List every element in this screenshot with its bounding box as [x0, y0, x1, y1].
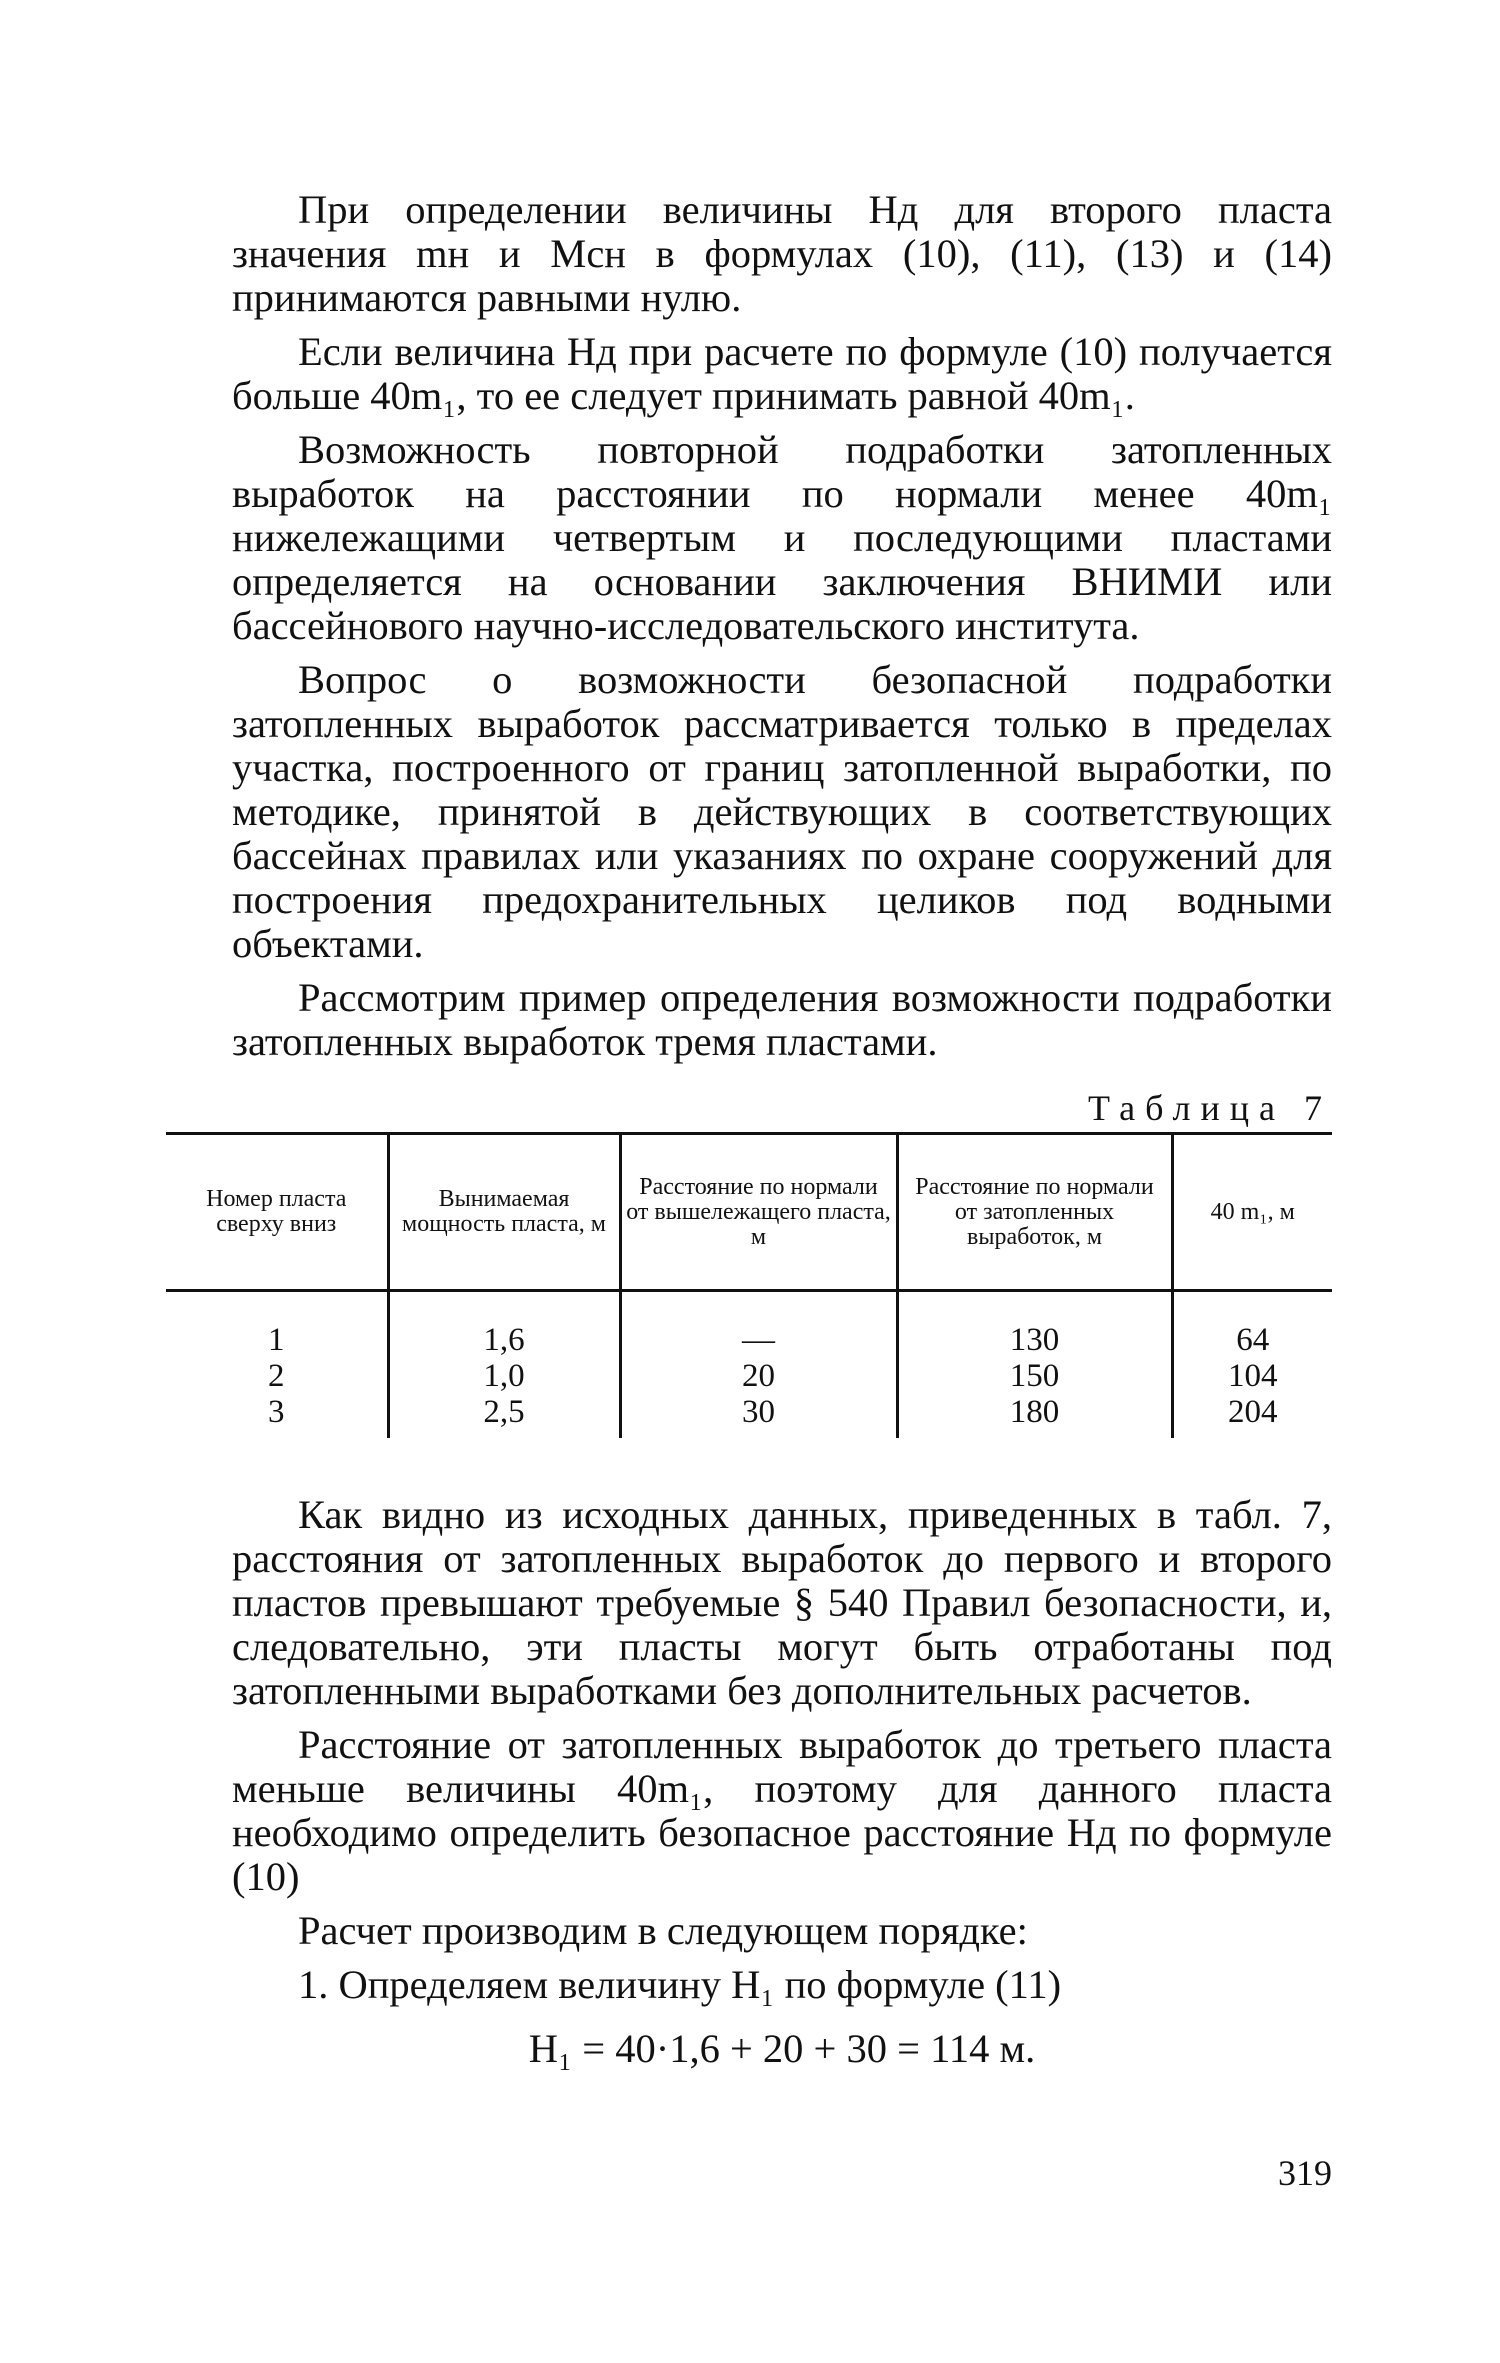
paragraph: Если величина Hд при расчете по формуле (10) получается больше 40m₁, то ее следует принимать равной 40m₁.: [232, 329, 1332, 418]
table-cell: 130: [897, 1291, 1172, 1359]
text-block-top: [232, 188, 1332, 1074]
table-cell: 64: [1172, 1291, 1332, 1359]
table-cell: 1,6: [388, 1291, 620, 1359]
table-cell: 180: [897, 1394, 1172, 1438]
data-table: [166, 1132, 1332, 1438]
table-container: [166, 1132, 1332, 1438]
table-row: [166, 1358, 1332, 1394]
column-header: Расстояние по нормали от затопленных выработок, м: [897, 1134, 1172, 1291]
paragraph: Рассмотрим пример определения возможности подработки затопленных выработок тремя пластами.: [232, 975, 1332, 1064]
table-cell: 2,5: [388, 1394, 620, 1438]
table-cell: 20: [620, 1358, 897, 1394]
table-cell: 104: [1172, 1358, 1332, 1394]
column-header: Вынимаемая мощность пласта, м: [388, 1134, 620, 1291]
table-cell: 1: [166, 1291, 388, 1359]
table-cell: 30: [620, 1394, 897, 1438]
text-block-bottom: [232, 1493, 1332, 2017]
formula: H₁ = 40·1,6 + 20 + 30 = 114 м.: [528, 2026, 1036, 2071]
paragraph: 1. Определяем величину H₁ по формуле (11): [298, 1962, 1062, 2007]
table-caption: Таблица 7: [1088, 1088, 1332, 1128]
column-header: Расстояние по нормали от вышележащего пласта, м: [620, 1134, 897, 1291]
paragraph: При определении величины Hд для второго пласта значения mн и Mсн в формулах (10), (11), (13) и (14) принимаются равными нулю.: [232, 187, 1332, 320]
table-cell: 2: [166, 1358, 388, 1394]
column-header: 40 m₁, м: [1172, 1134, 1332, 1291]
table-header-row: [166, 1134, 1332, 1291]
table-cell: 3: [166, 1394, 388, 1438]
table-cell: 1,0: [388, 1358, 620, 1394]
paragraph: Расстояние от затопленных выработок до третьего пласта меньше величины 40m₁, поэтому для данного пласта необходимо определить безопасное расстояние Hд по формуле (10): [232, 1722, 1332, 1899]
table-cell: 204: [1172, 1394, 1332, 1438]
table-row: [166, 1291, 1332, 1359]
table-cell: 150: [897, 1358, 1172, 1394]
column-header: Номер пласта сверху вниз: [166, 1134, 388, 1291]
table-row: [166, 1394, 1332, 1438]
paragraph: Вопрос о возможности безопасной подработки затопленных выработок рассматривается только в пределах участка, построенного от границ затопленной выработки, по методике, принятой в действующих в соответствующих бассейнах правилах или указаниях по охране сооружений для построения предохранительных целиков под водными объектами.: [232, 657, 1332, 966]
page-number: 319: [1278, 2153, 1332, 2193]
paragraph: Как видно из исходных данных, приведенных в табл. 7, расстояния от затопленных выработок до первого и второго пластов превышают требуемые § 540 Правил безопасности, и, следовательно, эти пласты могут быть отработаны под затопленными выработками без дополнительных расчетов.: [232, 1492, 1332, 1713]
paragraph: Возможность повторной подработки затопленных выработок на расстоянии по нормали менее 40m₁ нижележащими четвертым и последующими пластами определяется на основании заключения ВНИМИ или бассейнового научно-исследовательского института.: [232, 427, 1332, 648]
table-cell: —: [620, 1291, 897, 1359]
paragraph: Расчет производим в следующем порядке:: [298, 1908, 1028, 1953]
